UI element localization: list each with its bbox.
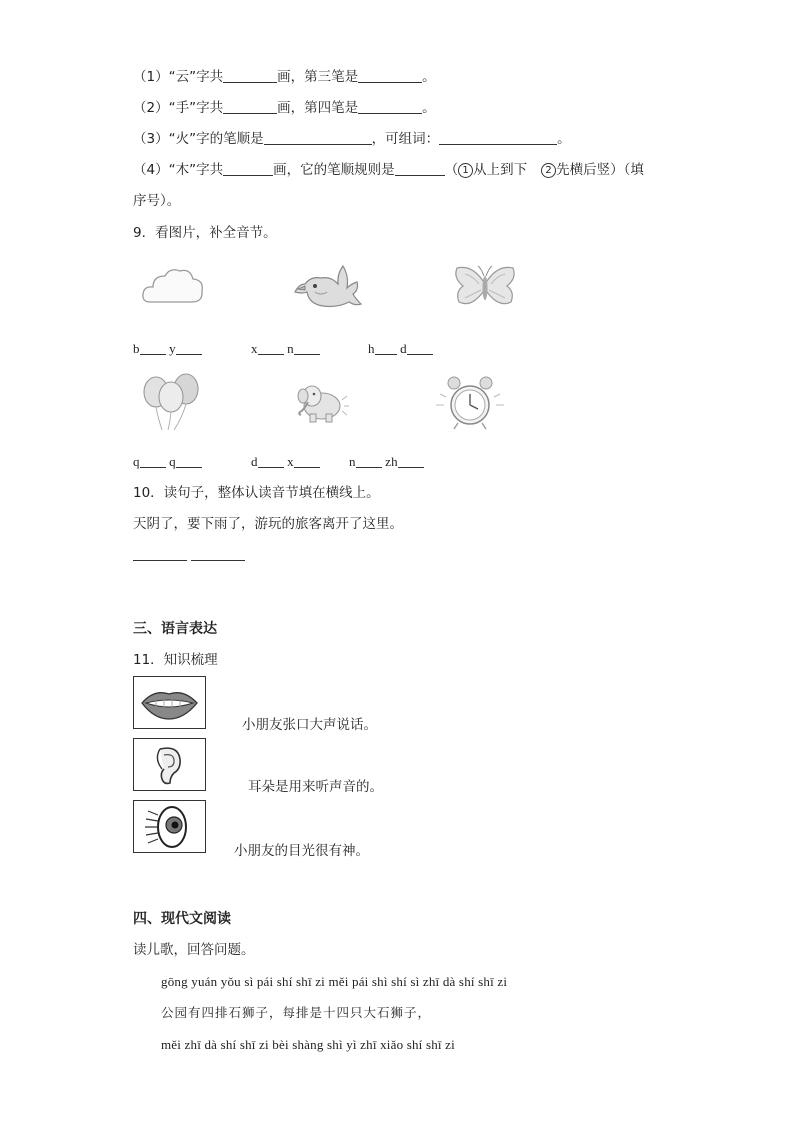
pinyin-initial: x <box>287 454 294 469</box>
q9-title: 9．看图片，补全音节。 <box>133 225 277 241</box>
q8-line-5: 序号）。 <box>133 193 181 209</box>
pinyin-bird <box>251 340 320 358</box>
answer-blank[interactable] <box>223 68 277 83</box>
pinyin-initial: d <box>400 341 407 356</box>
q10-answer-line <box>133 546 245 564</box>
q8-text: 画，它的笔顺规则是 <box>273 162 395 178</box>
pinyin-elephant <box>251 453 320 471</box>
cloud-icon <box>140 262 206 308</box>
bird-icon <box>293 262 363 314</box>
answer-blank[interactable] <box>223 161 273 176</box>
ear-icon <box>134 739 205 790</box>
pinyin-initial: n <box>349 454 356 469</box>
answer-blank[interactable] <box>294 453 320 468</box>
q10-title: 10．读句子，整体认读音节填在横线上。 <box>133 485 380 501</box>
option-number: 2 <box>541 163 556 178</box>
q8-text: （1）“云”字共 <box>133 69 224 85</box>
option-label: 从上到下 <box>473 162 528 178</box>
pinyin-cloud <box>133 340 202 358</box>
answer-blank[interactable] <box>191 546 245 561</box>
q8-text: （ <box>444 162 459 178</box>
pinyin-butterfly <box>368 340 433 358</box>
q8-line-3 <box>133 130 571 148</box>
ear-box <box>133 738 206 791</box>
answer-blank[interactable] <box>395 161 445 176</box>
answer-blank[interactable] <box>358 68 422 83</box>
q8-text: 画，第四笔是 <box>277 100 359 116</box>
balloons-icon <box>140 372 204 432</box>
eye-icon <box>134 801 205 852</box>
q8-text: ，可组词： <box>371 131 440 147</box>
pinyin-initial: q <box>169 454 176 469</box>
poem-line: 公园有四排石狮子，每排是十四只大石狮子， <box>161 1005 432 1020</box>
answer-blank[interactable] <box>133 546 187 561</box>
pinyin-balloons <box>133 453 202 471</box>
answer-blank[interactable] <box>258 340 284 355</box>
section-title: 四、现代文阅读 <box>133 911 231 927</box>
answer-blank[interactable] <box>140 340 166 355</box>
reading-instruction: 读儿歌，回答问题。 <box>133 942 255 958</box>
q10-sentence: 天阴了，要下雨了，游玩的旅客离开了这里。 <box>133 516 403 532</box>
answer-blank[interactable] <box>294 340 320 355</box>
q8-text: 。 <box>422 100 436 116</box>
pinyin-alarm-clock <box>349 453 424 471</box>
option-label: 先横后竖）（填 <box>556 162 644 178</box>
q8-text: （4）“木”字共 <box>133 162 224 178</box>
answer-blank[interactable] <box>176 453 202 468</box>
answer-blank[interactable] <box>356 453 382 468</box>
pinyin-initial: h <box>368 341 375 356</box>
eye-caption: 小朋友的目光很有神。 <box>234 843 369 859</box>
butterfly-icon <box>451 262 519 312</box>
pinyin-initial: zh <box>385 454 398 469</box>
q8-text: 。 <box>557 131 571 147</box>
answer-blank[interactable] <box>407 340 433 355</box>
answer-blank[interactable] <box>140 453 166 468</box>
section-title: 三、语言表达 <box>133 621 217 637</box>
answer-blank[interactable] <box>223 99 277 114</box>
answer-blank[interactable] <box>264 130 372 145</box>
ear-caption: 耳朵是用来听声音的。 <box>248 779 383 795</box>
elephant-icon <box>292 378 352 426</box>
q8-line-4 <box>133 161 644 179</box>
answer-blank[interactable] <box>398 453 424 468</box>
answer-blank[interactable] <box>358 99 422 114</box>
q8-text: （3）“火”字的笔顺是 <box>133 131 264 147</box>
pinyin-initial: y <box>169 341 176 356</box>
mouth-caption: 小朋友张口大声说话。 <box>242 717 377 733</box>
q8-text: （2）“手”字共 <box>133 100 224 116</box>
answer-blank[interactable] <box>375 340 397 355</box>
q8-text: 。 <box>422 69 436 85</box>
pinyin-initial: q <box>133 454 140 469</box>
alarm-clock-icon <box>434 374 506 432</box>
option-number: 1 <box>458 163 473 178</box>
mouth-box <box>133 676 206 729</box>
pinyin-initial: b <box>133 341 140 356</box>
mouth-icon <box>134 677 205 728</box>
q8-text: 画，第三笔是 <box>277 69 359 85</box>
q8-line-1 <box>133 68 436 86</box>
pinyin-initial: n <box>287 341 294 356</box>
pinyin-line: měi zhī dà shí shī zi bèi shàng shì yì zhī xiǎo shí shī zi <box>161 1037 455 1052</box>
pinyin-line: gōng yuán yǒu sì pái shí shī zi měi pái shì shí sì zhī dà shí shī zi <box>161 974 508 989</box>
answer-blank[interactable] <box>439 130 557 145</box>
pinyin-initial: x <box>251 341 258 356</box>
q11-title: 11．知识梳理 <box>133 652 218 668</box>
q8-line-2 <box>133 99 436 117</box>
eye-box <box>133 800 206 853</box>
pinyin-initial: d <box>251 454 258 469</box>
answer-blank[interactable] <box>258 453 284 468</box>
answer-blank[interactable] <box>176 340 202 355</box>
